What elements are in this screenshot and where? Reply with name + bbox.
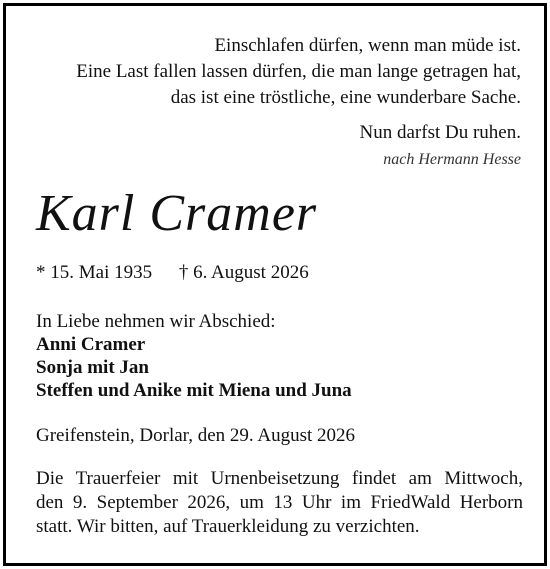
death-date: † 6. August 2026 xyxy=(178,262,309,283)
life-dates xyxy=(36,262,309,284)
mourner-name: Steffen und Anike mit Miena und Juna xyxy=(36,380,352,401)
notice-line-1: Die Trauerfeier mit Urnenbeisetzung findet am Mittwoch, xyxy=(36,468,523,489)
mourners xyxy=(36,310,352,402)
poem-line-1: Einschlafen dürfen, wenn man müde ist. xyxy=(214,35,521,56)
notice-line-2: den 9. September 2026, um 13 Uhr im FriedWald Herborn xyxy=(36,492,523,513)
poem xyxy=(76,33,521,111)
deceased-name: Karl Cramer xyxy=(36,185,318,242)
funeral-notice xyxy=(36,467,523,539)
notice-line-3: statt. Wir bitten, auf Trauerkleidung zu verzichten. xyxy=(36,516,420,537)
mourner-name: Anni Cramer xyxy=(36,334,146,355)
place-and-date: Greifenstein, Dorlar, den 29. August 2026 xyxy=(36,425,356,446)
obituary-notice xyxy=(3,3,547,566)
mourner-name: Sonja mit Jan xyxy=(36,357,149,378)
poem-line-2: Eine Last fallen lassen dürfen, die man lange getragen hat, xyxy=(76,61,521,82)
poem-line-3: das ist eine tröstliche, eine wunderbare Sache. xyxy=(170,87,521,108)
poem-attribution: nach Hermann Hesse xyxy=(383,151,521,168)
birth-date: * 15. Mai 1935 xyxy=(36,262,153,283)
mourners-intro: In Liebe nehmen wir Abschied: xyxy=(36,311,276,332)
poem-closing: Nun darfst Du ruhen. xyxy=(359,122,521,143)
